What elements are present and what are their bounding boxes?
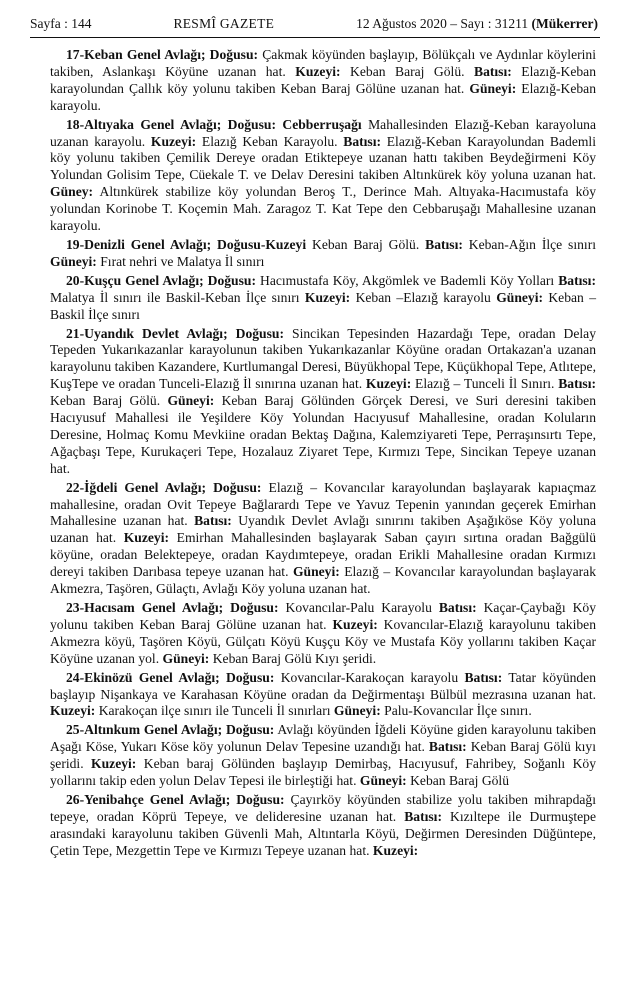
bold-label: Batısı: [425, 236, 463, 252]
body-text: Elazığ – Kovancılar karayolundan başlayarak kapıaçmaz mahallesine, oradan Ovit Tepeye Bağlarardı Tepe ve Yavuz Tepenin yanından geçerek Emirhan Mahallesine uzanan hat. [50, 479, 596, 529]
body-text: Elazığ-Keban karayolundan Çallık köy yolunu takiben Keban Baraj Gölüne uzanan hat. [50, 63, 596, 96]
body-text: Kaçar-Çaybağı Köy yolunu takiben Keban Baraj Gölüne uzanan hat. [50, 600, 596, 632]
bold-label: Güney: [50, 184, 94, 200]
hunting-area-paragraph [30, 117, 596, 235]
bold-label: Kuzeyi: [50, 703, 96, 719]
bold-label: Kuzeyi: [332, 616, 378, 632]
body-text: Keban Baraj Gölü kıyı şeridi. [50, 739, 596, 772]
body-text: Çayırköy köyünden stabilize yolu takiben mihrapdağı tepeye, oradan Köprü Tepeye, ve delideresine uzanan hat. [50, 791, 596, 824]
bold-label: Batısı: [438, 600, 477, 615]
bold-label: Kuzeyi: [123, 530, 170, 546]
bold-label: Batısı: [428, 739, 467, 755]
body-text: Tatar köyünden başlayıp Nişankaya ve Karahasan Köyüne oradan da Değirmentaşı Bülbül mezrasına uzanan hat. [50, 669, 597, 702]
body-text: Elazığ – Tunceli İl Sınırı. [411, 376, 559, 392]
body-text: Elazığ – Kovancılar karayolundan başlayarak Akmezra, Taşören, Gülaçtı, Avlağı Köy yoluna uzanan hat. [50, 564, 596, 597]
bold-label: 19-Denizli Genel Avlağı; Doğusu-Kuzeyi [66, 236, 307, 252]
bold-label: Güneyi: [292, 564, 340, 580]
body-text: Keban Baraj Gölünden Görçek Deresi, ve Suri deresini takiben Hacıyusuf Mahallesi ile Yeşildere Köy Yolundan Hacıyusuf Mahallesine, oradan Koluların Deresine, Holmaç Komu Mevkiine oradan Bektaş Dağına, Kalemziyareti Tepe, Perraşınsırtı Tepe, Ağaçbaşı Tepe, Kurukaçeri Tepe, Hozalauz Ziyaret Tepe, Kırmızı Tepe, Sincikan Tepeye uzanan hat. [50, 393, 596, 476]
bold-label: Kuzeyi: [150, 133, 197, 149]
bold-label: 26-Yenibahçe Genel Avlağı; Doğusu: [66, 791, 285, 807]
body-text: Emirhan Mahallesinden başlayarak Saban çayırı sırtına oradan Bağgülü köyüne, oradan Belektepeye, oradan Kaydımtepeye, oradan Erikli Mahallesine oradan Kırmızı dereyi takiben Darıbasa tepeye uzanan hat. [50, 530, 597, 580]
body-text: Keban baraj Gölünden başlayıp Demirbaş, Hacıyusuf, Fahribey, Soğanlı Köy yollarını takip eden yolun Delav Tepesi ile birleştiği hat. [50, 756, 596, 789]
bold-label: Kuzeyi: [295, 63, 341, 79]
hunting-area-paragraph [30, 326, 596, 478]
body-text: Mahallesinden Elazığ-Keban karayoluna uzanan karayolu. [50, 116, 596, 149]
body-text: Sincikan Tepesinden Hazardağı Tepe, oradan Delay Tepeden Yukarıkazanlar karayolunun takiben Yukarıkazanlar Köyüne oradan Ortakazan'a uzanan karayolunu takiben Kazandere, Kurtlumangal Deresi, Büyükhopal Tepe, Küçükhopal Tepe, Atlıtepe, KuşTepe ve oradan Tunceli-Elazığ İl sınırına uzanan hat. [50, 325, 596, 392]
issue-date-number: 12 Ağustos 2020 – Sayı : 31211 [356, 16, 529, 31]
page-header [30, 16, 600, 34]
body-text: Elazığ Keban Karayolu. [196, 133, 344, 149]
bold-label: Batısı: [558, 376, 596, 392]
hunting-area-paragraph [30, 670, 596, 721]
body-text: Altınkürek stabilize köy yolundan Beroş T., Derince Mah. Altıyaka-Hacımustafa köy yolundan Korinobe T. Koçemin Mah. Zaragoz T. Kat Tepe den Cebbaruşağı Mahallesine uzanan karayolu. [50, 184, 596, 234]
bold-label: Güneyi: [162, 650, 210, 666]
bold-label: 18-Altıyaka Genel Avlağı; Doğusu: Cebberruşağı [66, 116, 362, 132]
bold-label: 22-İğdeli Genel Avlağı; Doğusu: [66, 479, 262, 495]
bold-label: 21-Uyandık Devlet Avlağı; Doğusu: [66, 325, 284, 341]
bold-label: 17-Keban Genel Avlağı; Doğusu: [66, 47, 259, 62]
body-text: Kovancılar-Karakoçan karayolu [274, 669, 465, 685]
body-text: Elazığ-Keban karayolu. [50, 80, 597, 113]
hunting-area-paragraph [30, 480, 596, 598]
bold-label: Batısı: [474, 63, 512, 79]
body-text: Keban Baraj Gölü [406, 773, 510, 789]
hunting-area-paragraph [30, 722, 596, 790]
body-text: Avlağı köyünden İğdeli Köyüne giden karayolunu takiben Aşağı Köse, Yukarı Köse köy yolunun Delav Tepesine uzandığı hat. [50, 722, 596, 755]
hunting-area-paragraph [30, 47, 596, 115]
bold-label: Kuzeyi: [304, 289, 351, 305]
document-body [30, 47, 600, 860]
header-rule [30, 37, 600, 38]
body-text: Malatya İl sınırı ile Baskil-Keban İlçe sınırı [50, 289, 305, 305]
body-text: Kovancılar-Elazığ karayolunu takiben Akmezra köyü, Taşören Köyü, Gülçatı Köyü Kuşçu Köy ve Mustafa Köy yollarını takiben Kaçar Köyüne uzanan yol. [50, 616, 596, 666]
hunting-area-paragraph [30, 273, 596, 324]
bold-label: Güneyi: [333, 703, 381, 719]
body-text: Keban –Baskil İlçe sınırı [50, 289, 596, 322]
issue-info [356, 16, 598, 32]
bold-label: Güneyi: [359, 773, 407, 789]
bold-label: Batısı: [404, 808, 442, 824]
body-text: Keban Baraj Gölü. [340, 63, 475, 79]
bold-label: Kuzeyi: [91, 756, 137, 772]
body-text: Çakmak köyünden başlayıp, Bölükçalı ve Aydınlar köylerini takiben, Aslankaşı Köyüne uzanan hat. [50, 47, 596, 79]
body-text: Keban-Ağın İlçe sınırı [462, 236, 596, 252]
body-text: Karakoçan ilçe sınırı ile Tunceli İl sınırları [95, 703, 334, 719]
bold-label: Batısı: [464, 669, 503, 685]
hunting-area-paragraph [30, 237, 596, 271]
body-text: Keban Baraj Gölü. [306, 236, 426, 252]
body-text: Elazığ-Keban Karayolundan Bademli köy yolunu takiben Çemilik Dereye oradan Etiktepeye uzanan hattı takiben Beydeğirmeni Köy Yolundan Golisim Tepe, Cüekale T. ve Delav Deresini takiben Altınkürek köy yoluna uzanan hat. [50, 133, 596, 183]
hunting-area-paragraph [30, 600, 596, 668]
body-text: Fırat nehri ve Malatya İl sınırı [96, 253, 265, 269]
gazette-title: RESMÎ GAZETE [173, 16, 275, 31]
bold-label: 24-Ekinözü Genel Avlağı; Doğusu: [66, 669, 275, 685]
body-text: Palu-Kovancılar İlçe sınırı. [380, 703, 532, 719]
bold-label: Batısı: [343, 133, 382, 149]
body-text: Kovancılar-Palu Karayolu [278, 600, 439, 615]
bold-label: Güneyi: [469, 80, 517, 96]
bold-label: Kuzeyi: [372, 842, 419, 858]
body-text: Kızıltepe ile Durmuştepe arasındaki karayolunu takiben Güvenli Mah, Altıntarla Köyü, Değirmen Deresinden Düğüntepe, Çetin Tepe, Mezgettin Tepe ve Kırmızı Tepeye uzanan hat. [50, 808, 596, 858]
bold-label: 20-Kuşçu Genel Avlağı; Doğusu: [66, 272, 256, 288]
body-text: Keban Baraj Gölü. [50, 393, 168, 409]
page-number-label: Sayfa : 144 [30, 16, 92, 31]
body-text: Uyandık Devlet Avlağı sınırını takiben Aşağıköse Köy yoluna uzanan hat. [50, 513, 596, 546]
bold-label: 25-Altınkum Genel Avlağı; Doğusu: [66, 722, 275, 738]
bold-label: Batısı: [558, 272, 596, 288]
bold-label: Güneyi: [50, 253, 97, 269]
bold-label: Güneyi: [496, 289, 544, 305]
body-text: Keban –Elazığ karayolu [350, 289, 497, 305]
mukerrer-label: (Mükerrer) [531, 16, 598, 31]
hunting-area-paragraph [30, 792, 596, 860]
bold-label: 23-Hacısam Genel Avlağı; Doğusu: [66, 600, 279, 615]
body-text: Hacımustafa Köy, Akgömlek ve Bademli Köy Yolları [256, 272, 559, 288]
bold-label: Batısı: [194, 513, 232, 529]
bold-label: Güneyi: [167, 393, 215, 409]
bold-label: Kuzeyi: [365, 376, 412, 392]
body-text: Keban Baraj Gölü Kıyı şeridi. [209, 650, 377, 666]
